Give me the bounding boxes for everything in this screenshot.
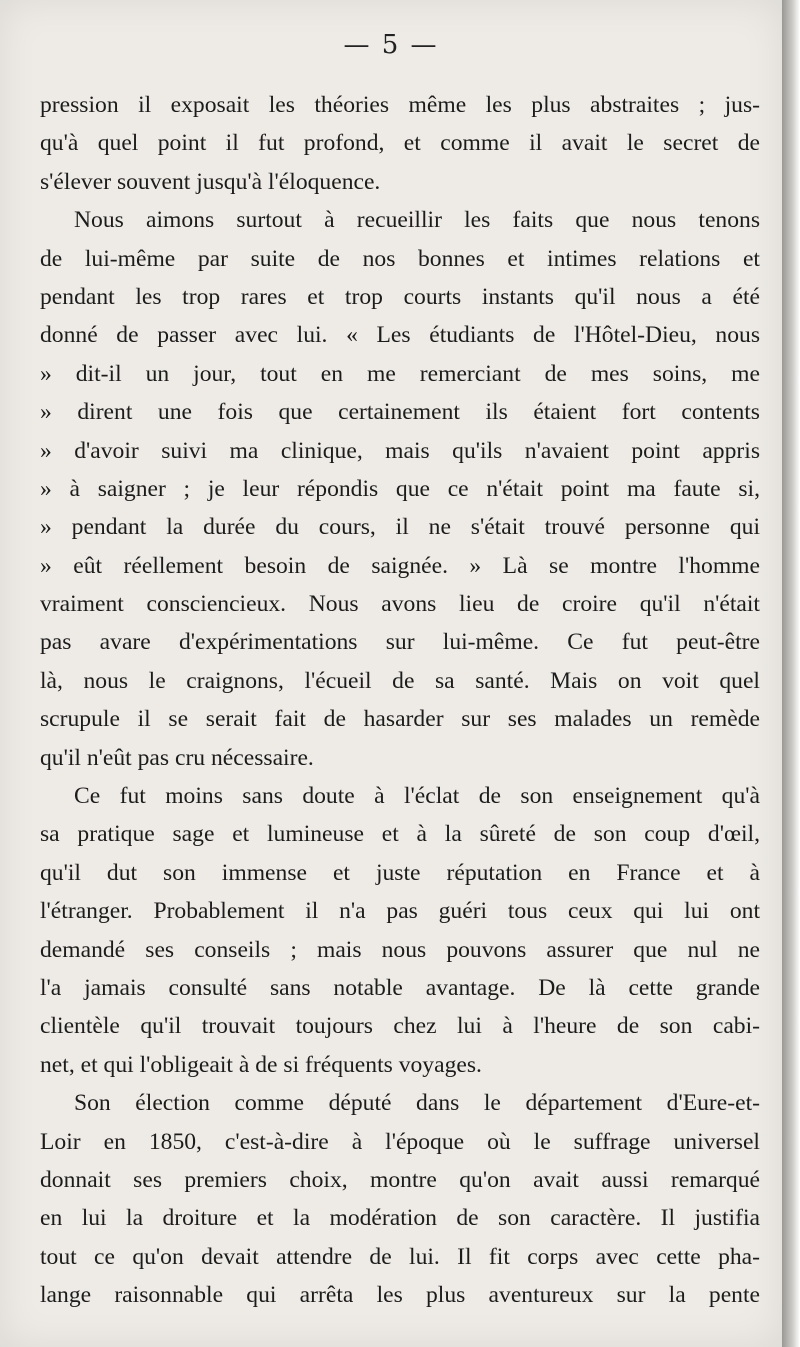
text-line: » d'avoir suivi ma clinique, mais qu'ils n'avaient point appris (40, 437, 760, 464)
paragraph-3 (40, 777, 760, 1084)
text-line: Loir en 1850, c'est-à-dire à l'époque où le suffrage universel (40, 1128, 760, 1155)
page-edge-shadow (782, 0, 800, 1347)
text-line: en lui la droiture et la modération de son caractère. Il justifia (40, 1205, 760, 1232)
page-number: — 5 — (343, 30, 439, 60)
text-line: demandé ses conseils ; mais nous pouvons assurer que nul ne (40, 936, 760, 963)
text-line: vraiment consciencieux. Nous avons lieu de croire qu'il n'était (40, 591, 760, 618)
paragraph-1 (40, 86, 760, 201)
text-line: donnait ses premiers choix, montre qu'on avait aussi remarqué (40, 1166, 760, 1193)
text-line: scrupule il se serait fait de hasarder sur ses malades un remède (40, 706, 760, 733)
text-line: clientèle qu'il trouvait toujours chez lui à l'heure de son cabi- (40, 1013, 760, 1040)
paragraph-2 (40, 201, 760, 777)
text-line: donné de passer avec lui. « Les étudiants de l'Hôtel-Dieu, nous (40, 322, 760, 349)
text-line: Ce fut moins sans doute à l'éclat de son enseignement qu'à (74, 783, 760, 810)
page-text (40, 86, 760, 1315)
text-line: qu'à quel point il fut profond, et comme il avait le secret de (40, 130, 760, 157)
text-line: net, et qui l'obligeait à de si fréquents voyages. (40, 1051, 482, 1078)
text-line: l'étranger. Probablement il n'a pas guéri tous ceux qui lui ont (40, 898, 760, 925)
paragraph-4 (40, 1084, 760, 1314)
text-line: lange raisonnable qui arrêta les plus aventureux sur la pente (40, 1282, 760, 1309)
text-line: s'élever souvent jusqu'à l'éloquence. (40, 168, 381, 195)
text-line: » eût réellement besoin de saignée. » Là se montre l'homme (40, 552, 760, 579)
text-line: » dit-il un jour, tout en me remerciant de mes soins, me (40, 360, 760, 387)
text-line: sa pratique sage et lumineuse et à la sûreté de son coup d'œil, (40, 821, 760, 848)
text-line: pression il exposait les théories même les plus abstraites ; jus- (40, 92, 760, 118)
text-line: Son élection comme député dans le département d'Eure-et- (74, 1090, 760, 1117)
text-line: qu'il n'eût pas cru nécessaire. (40, 744, 314, 771)
text-line: » dirent une fois que certainement ils étaient fort contents (40, 399, 760, 426)
text-line: qu'il dut son immense et juste réputation en France et à (40, 859, 760, 886)
text-line: pendant les trop rares et trop courts instants qu'il nous a été (40, 283, 760, 310)
text-line: » à saigner ; je leur répondis que ce n'était point ma faute si, (40, 475, 760, 502)
text-line: pas avare d'expérimentations sur lui-même. Ce fut peut-être (40, 629, 760, 656)
text-line: là, nous le craignons, l'écueil de sa santé. Mais on voit quel (40, 667, 760, 694)
text-line: » pendant la durée du cours, il ne s'était trouvé personne qui (40, 514, 760, 541)
text-line: Nous aimons surtout à recueillir les faits que nous tenons (74, 207, 760, 234)
text-line: tout ce qu'on devait attendre de lui. Il fit corps avec cette pha- (40, 1243, 760, 1270)
text-line: l'a jamais consulté sans notable avantage. De là cette grande (40, 974, 760, 1001)
text-line: de lui-même par suite de nos bonnes et intimes relations et (40, 245, 760, 272)
